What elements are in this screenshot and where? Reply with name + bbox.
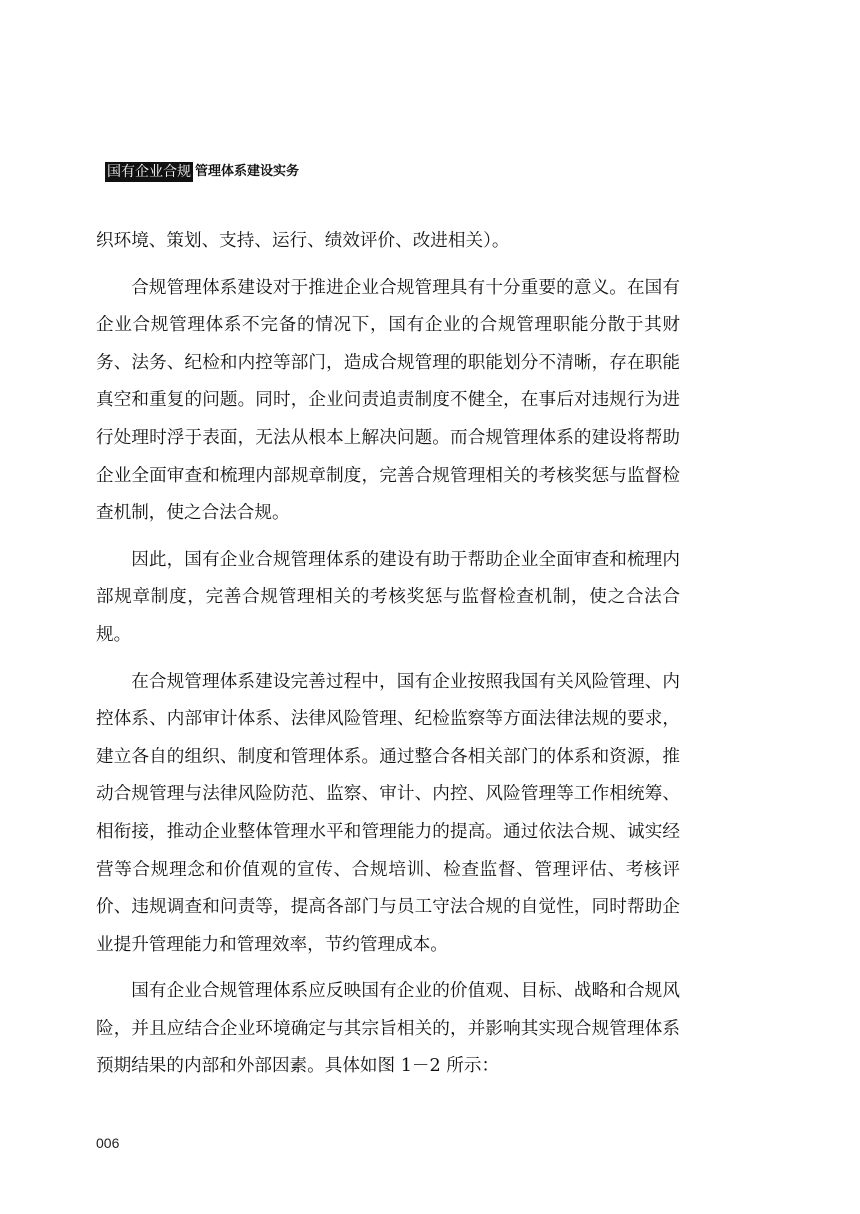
paragraph: 国有企业合规管理体系应反映国有企业的价值观、目标、战略和合规风险，并且应结合企业环境确定与其宗旨相关的，并影响其实现合规管理体系预期结果的内部和外部因素。具体如图 1－2 所示：: [96, 981, 680, 1077]
page-number: 006: [96, 1135, 120, 1151]
book-title-tag: 国有企业合规: [107, 164, 191, 180]
paragraph-continuation: 织环境、策划、支持、运行、绩效评价、改进相关）。: [96, 231, 510, 251]
paragraph: 因此，国有企业合规管理体系的建设有助于帮助企业全面审查和梳理内部规章制度，完善合规管理相关的考核奖惩与监督检查机制，使之合法合规。: [96, 549, 680, 645]
paragraph: 在合规管理体系建设完善过程中，国有企业按照我国有关风险管理、内控体系、内部审计体系、法律风险管理、纪检监察等方面法律法规的要求，建立各自的组织、制度和管理体系。通过整合各相关部门的体系和资源，推动合规管理与法律风险防范、监察、审计、内控、风险管理等工作相统筹、相衔接，推动企业整体管理水平和管理能力的提高。通过依法合规、诚实经营等合规理念和价值观的宣传、合规培训、检查监督、管理评估、考核评价、违规调查和问责等，提高各部门与员工守法合规的自觉性，同时帮助企业提升管理能力和管理效率，节约管理成本。: [96, 671, 680, 955]
running-header: [105, 161, 299, 183]
book-subtitle: 管理体系建设实务: [195, 164, 300, 179]
paragraph: 合规管理体系建设对于推进企业合规管理具有十分重要的意义。在国有企业合规管理体系不完备的情况下，国有企业的合规管理职能分散于其财务、法务、纪检和内控等部门，造成合规管理的职能划分不清晰，存在职能真空和重复的问题。同时，企业问责追责制度不健全，在事后对违规行为进行处理时浮于表面，无法从根本上解决问题。而合规管理体系的建设将帮助企业全面审查和梳理内部规章制度，完善合规管理相关的考核奖惩与监督检查机制，使之合法合规。: [96, 277, 680, 524]
body-text: [96, 223, 680, 1086]
